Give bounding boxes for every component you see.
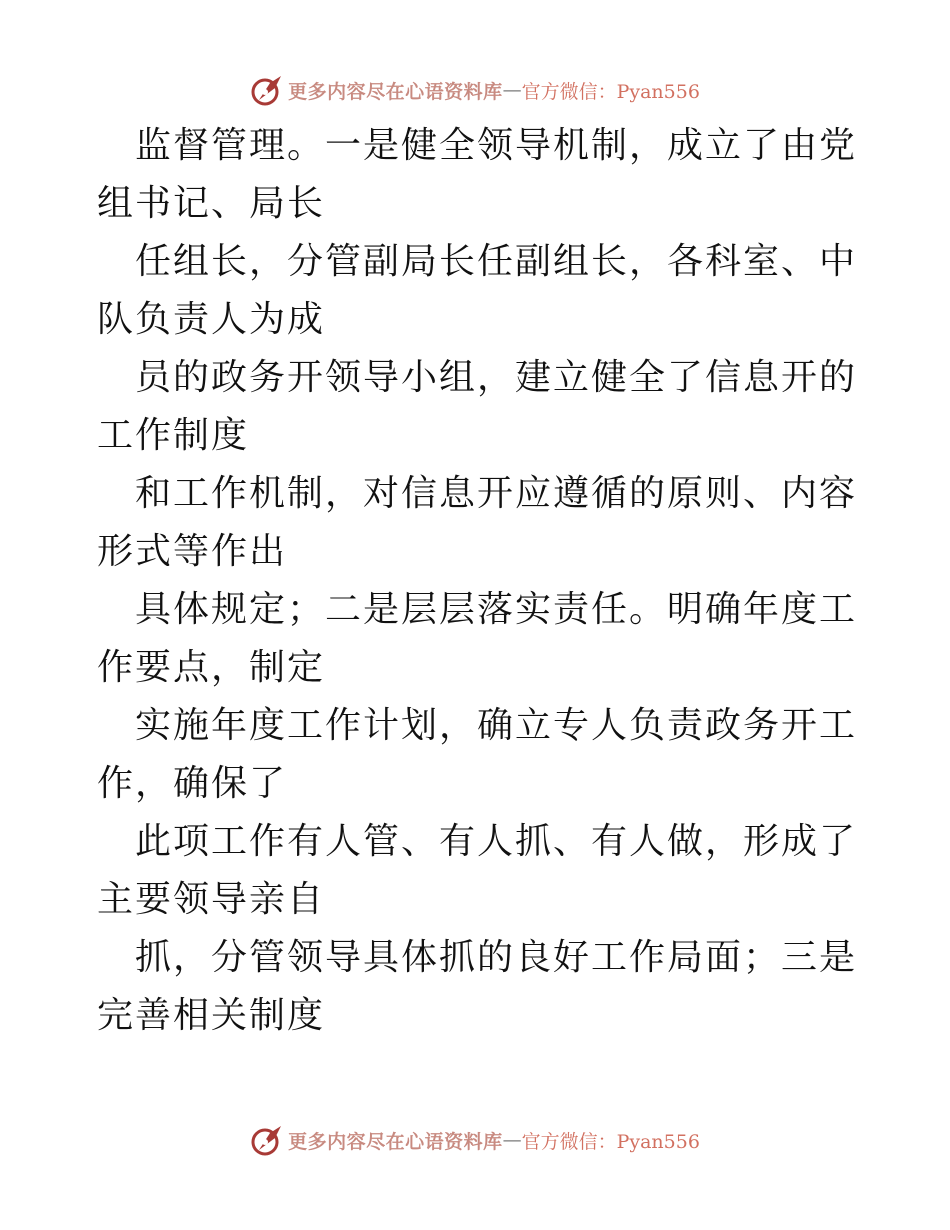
banner-contact: 官方微信：Pyan556: [521, 1130, 700, 1153]
body-line-7: 此项工作有人管、有人抓、有人做，形成了主要领导亲自: [97, 821, 858, 920]
banner-contact: 官方微信：Pyan556: [521, 80, 700, 103]
body-line-6: 实施年度工作计划，确立专人负责政务开工作，确保了: [97, 705, 858, 804]
body-line-3: 员的政务开领导小组，建立健全了信息开的工作制度: [97, 357, 858, 456]
document-body: [97, 117, 857, 1045]
body-line-1: 监督管理。一是健全领导机制，成立了由党组书记、局长: [97, 125, 858, 224]
pen-nib-circle-icon: [250, 73, 284, 107]
banner-separator: —: [502, 1129, 522, 1151]
pen-nib-circle-icon: [250, 1123, 284, 1157]
header-banner: [0, 70, 950, 110]
body-line-2: 任组长，分管副局长任副组长，各科室、中队负责人为成: [97, 241, 858, 340]
banner-separator: —: [502, 79, 522, 101]
banner-site-text: 更多内容尽在心语资料库: [288, 80, 503, 103]
body-line-5: 具体规定；二是层层落实责任。明确年度工作要点，制定: [97, 589, 858, 688]
body-line-4: 和工作机制，对信息开应遵循的原则、内容形式等作出: [97, 473, 858, 572]
body-line-8: 抓，分管领导具体抓的良好工作局面；三是完善相关制度: [97, 937, 858, 1036]
footer-banner: [0, 1120, 950, 1160]
banner-site-text: 更多内容尽在心语资料库: [288, 1130, 503, 1153]
